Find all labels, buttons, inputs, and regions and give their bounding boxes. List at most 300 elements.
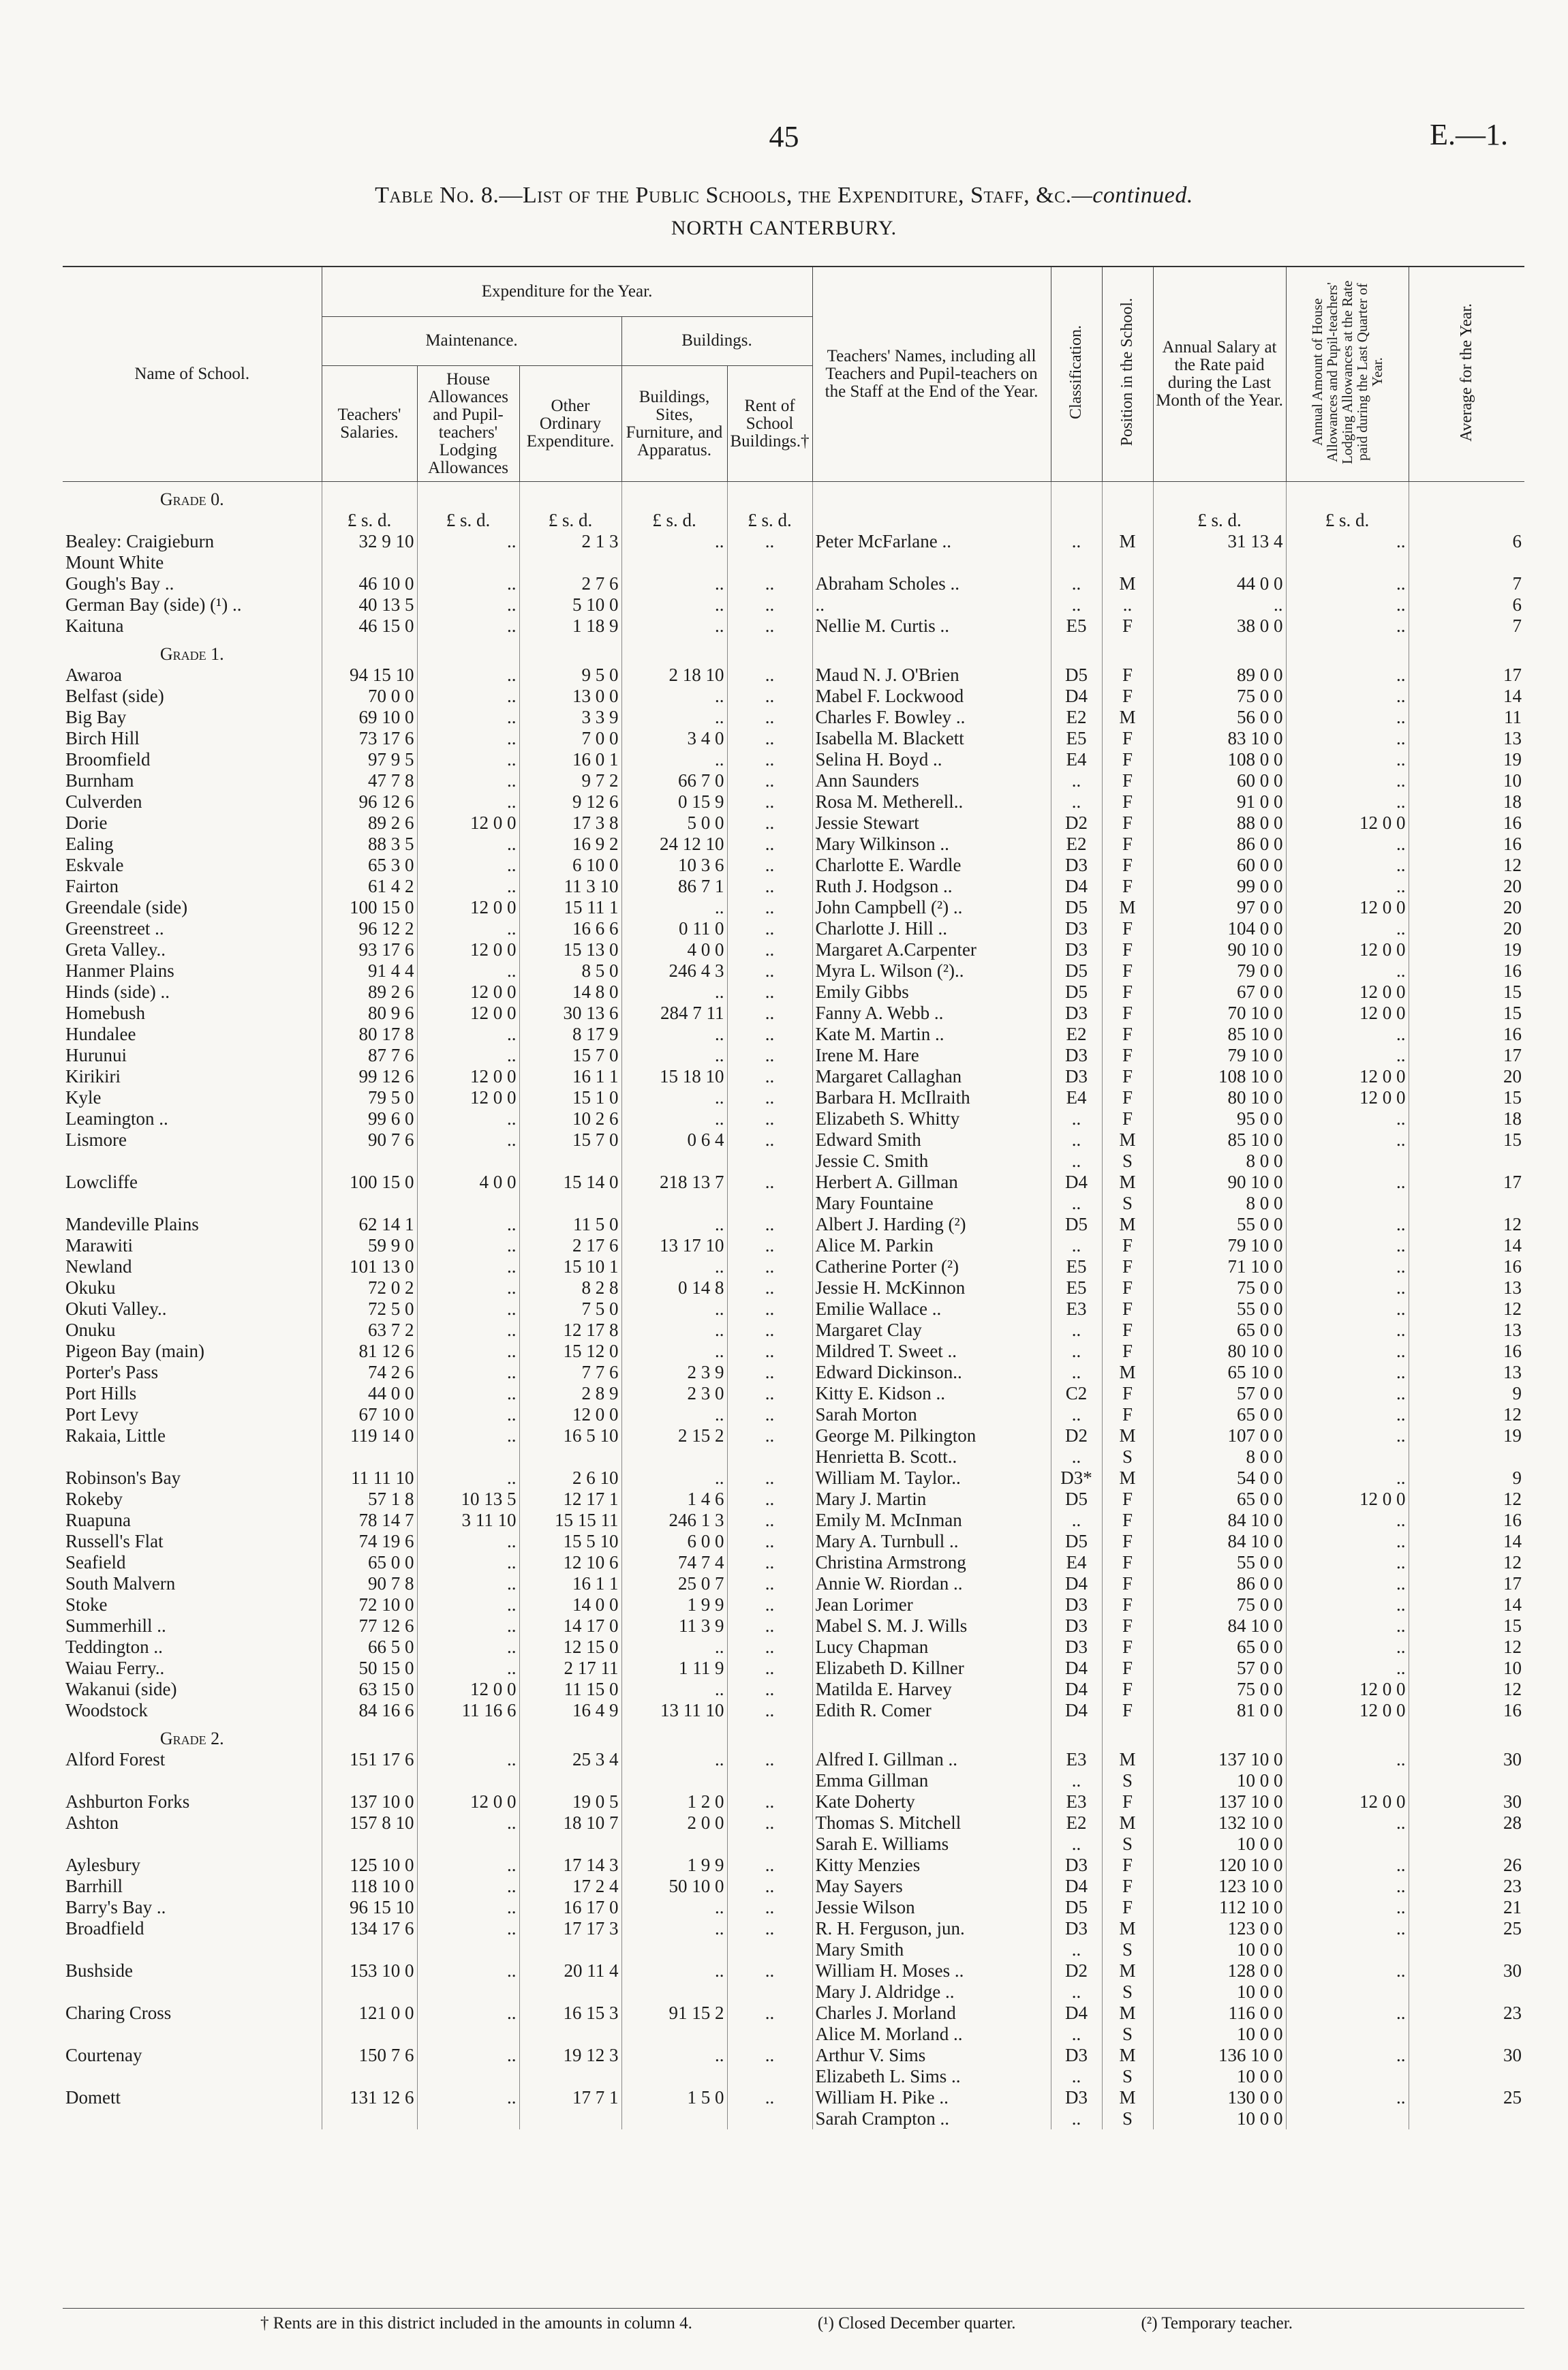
house-allowances: 12 0 0 — [417, 939, 519, 960]
average-attendance: 14 — [1409, 1594, 1524, 1615]
table-row — [63, 1151, 1524, 1172]
rent: .. — [727, 1172, 812, 1193]
teachers-salaries — [322, 552, 417, 573]
other-expenditure: 16 1 1 — [519, 1573, 621, 1594]
annual-allowance: .. — [1286, 1045, 1409, 1066]
annual-salary: 75 0 0 — [1153, 1679, 1286, 1700]
teacher-name: Mary Fountaine — [812, 1193, 1051, 1214]
annual-salary: 90 10 0 — [1153, 939, 1286, 960]
rent: .. — [727, 665, 812, 686]
rent — [727, 1770, 812, 1791]
average-attendance — [1409, 552, 1524, 573]
school-name: Culverden — [65, 791, 142, 812]
buildings-expenditure: 0 15 9 — [621, 791, 727, 812]
rent: .. — [727, 1045, 812, 1066]
school-name: Kirikiri — [65, 1066, 121, 1087]
teacher-name: Emily M. McInman — [812, 1510, 1051, 1531]
position: M — [1102, 2003, 1153, 2024]
annual-salary: 120 10 0 — [1153, 1855, 1286, 1876]
school-name: Port Hills — [65, 1383, 137, 1403]
other-expenditure: 8 2 8 — [519, 1277, 621, 1298]
classification: E3 — [1051, 1298, 1102, 1320]
classification: D5 — [1051, 1531, 1102, 1552]
table-row — [63, 1256, 1524, 1277]
teachers-salaries: 57 1 8 — [322, 1489, 417, 1510]
units-cell: £ s. d. — [322, 510, 417, 531]
other-expenditure: 10 2 6 — [519, 1108, 621, 1129]
average-attendance: 16 — [1409, 1700, 1524, 1721]
classification: E4 — [1051, 1087, 1102, 1108]
header-name-of-school: Name of School. — [63, 267, 322, 482]
empty-cell — [812, 510, 1051, 531]
school-name: Homebush — [65, 1003, 145, 1023]
average-attendance: 14 — [1409, 1235, 1524, 1256]
school-name: South Malvern — [65, 1573, 176, 1594]
rent: .. — [727, 1510, 812, 1531]
table-row — [63, 834, 1524, 855]
school-name: Wakanui (side) — [65, 1679, 177, 1699]
position: F — [1102, 1700, 1153, 1721]
teachers-salaries: 89 2 6 — [322, 812, 417, 834]
rent: .. — [727, 1960, 812, 1981]
average-attendance: 9 — [1409, 1383, 1524, 1404]
annual-salary: 81 0 0 — [1153, 1700, 1286, 1721]
teachers-salaries: 65 3 0 — [322, 855, 417, 876]
classification: E2 — [1051, 1812, 1102, 1834]
other-expenditure: 16 0 1 — [519, 749, 621, 770]
school-name: Leamington .. — [65, 1108, 168, 1129]
rent: .. — [727, 1235, 812, 1256]
other-expenditure: 15 14 0 — [519, 1172, 621, 1193]
average-attendance: 9 — [1409, 1468, 1524, 1489]
classification: D4 — [1051, 1172, 1102, 1193]
school-name: Barry's Bay .. — [65, 1897, 166, 1917]
house-allowances: .. — [417, 1855, 519, 1876]
other-expenditure: 18 10 7 — [519, 1812, 621, 1834]
school-name: Porter's Pass — [65, 1362, 159, 1382]
classification: .. — [1051, 2066, 1102, 2087]
other-expenditure: 12 10 6 — [519, 1552, 621, 1573]
empty-cell — [1051, 637, 1102, 665]
house-allowances: .. — [417, 1637, 519, 1658]
house-allowances: .. — [417, 770, 519, 791]
school-name: Hundalee — [65, 1024, 136, 1044]
annual-allowance: .. — [1286, 1531, 1409, 1552]
teachers-salaries: 72 10 0 — [322, 1594, 417, 1615]
position: F — [1102, 960, 1153, 982]
table-row — [63, 1770, 1524, 1791]
annual-allowance: .. — [1286, 1256, 1409, 1277]
other-expenditure: 15 7 0 — [519, 1129, 621, 1151]
table-row — [63, 982, 1524, 1003]
annual-salary: 128 0 0 — [1153, 1960, 1286, 1981]
district-heading: NORTH CANTERBURY. — [671, 217, 897, 239]
other-expenditure: 2 8 9 — [519, 1383, 621, 1404]
rent: .. — [727, 1256, 812, 1277]
annual-salary: .. — [1153, 594, 1286, 616]
school-name: Ashburton Forks — [65, 1791, 190, 1812]
teacher-name: Kate Doherty — [812, 1791, 1051, 1812]
teachers-salaries: 63 15 0 — [322, 1679, 417, 1700]
position: F — [1102, 1658, 1153, 1679]
table-row — [63, 1341, 1524, 1362]
rent — [727, 1834, 812, 1855]
house-allowances: 12 0 0 — [417, 1679, 519, 1700]
teacher-name: Rosa M. Metherell.. — [812, 791, 1051, 812]
table-row — [63, 1531, 1524, 1552]
teachers-salaries: 90 7 6 — [322, 1129, 417, 1151]
average-attendance: 12 — [1409, 855, 1524, 876]
position: F — [1102, 812, 1153, 834]
teacher-name: Emma Gillman — [812, 1770, 1051, 1791]
annual-allowance: .. — [1286, 1468, 1409, 1489]
buildings-expenditure: 13 17 10 — [621, 1235, 727, 1256]
buildings-expenditure: 1 11 9 — [621, 1658, 727, 1679]
other-expenditure: 9 5 0 — [519, 665, 621, 686]
annual-allowance: .. — [1286, 1637, 1409, 1658]
rent — [727, 552, 812, 573]
table-row — [63, 749, 1524, 770]
other-expenditure: 16 15 3 — [519, 2003, 621, 2024]
classification: D4 — [1051, 1679, 1102, 1700]
school-name — [63, 2108, 322, 2129]
annual-allowance — [1286, 1193, 1409, 1214]
house-allowances: .. — [417, 1812, 519, 1834]
classification: .. — [1051, 1939, 1102, 1960]
annual-salary: 65 10 0 — [1153, 1362, 1286, 1383]
teachers-salaries: 99 6 0 — [322, 1108, 417, 1129]
classification: E5 — [1051, 1256, 1102, 1277]
page-number: 45 — [769, 120, 799, 153]
teachers-salaries: 81 12 6 — [322, 1341, 417, 1362]
table-row — [63, 1573, 1524, 1594]
buildings-expenditure: .. — [621, 573, 727, 594]
house-allowances: 12 0 0 — [417, 1066, 519, 1087]
house-allowances: .. — [417, 855, 519, 876]
position: F — [1102, 1897, 1153, 1918]
position: F — [1102, 665, 1153, 686]
annual-salary: 95 0 0 — [1153, 1108, 1286, 1129]
position — [1102, 552, 1153, 573]
table-title-suffix: —continued. — [1071, 183, 1193, 208]
other-expenditure: 16 1 1 — [519, 1066, 621, 1087]
empty-cell — [1153, 1721, 1286, 1749]
annual-allowance: .. — [1286, 855, 1409, 876]
teacher-name: Lucy Chapman — [812, 1637, 1051, 1658]
teacher-name: Emilie Wallace .. — [812, 1298, 1051, 1320]
other-expenditure: 15 1 0 — [519, 1087, 621, 1108]
position: S — [1102, 1151, 1153, 1172]
header-annual-salary: Annual Salary at the Rate paid during the Last Month of the Year. — [1153, 267, 1286, 482]
annual-allowance: .. — [1286, 1510, 1409, 1531]
school-name: Russell's Flat — [65, 1531, 164, 1551]
annual-salary: 97 0 0 — [1153, 897, 1286, 918]
table-body — [63, 482, 1524, 2130]
other-expenditure: 17 17 3 — [519, 1918, 621, 1939]
other-expenditure: 3 3 9 — [519, 707, 621, 728]
table-row — [63, 1214, 1524, 1235]
teachers-salaries: 77 12 6 — [322, 1615, 417, 1637]
teacher-name: Mabel S. M. J. Wills — [812, 1615, 1051, 1637]
annual-salary: 83 10 0 — [1153, 728, 1286, 749]
average-attendance: 20 — [1409, 876, 1524, 897]
house-allowances: 12 0 0 — [417, 1791, 519, 1812]
rent: .. — [727, 2087, 812, 2108]
table-row — [63, 1679, 1524, 1700]
teacher-name: Alice M. Morland .. — [812, 2024, 1051, 2045]
rent: .. — [727, 1897, 812, 1918]
house-allowances: .. — [417, 876, 519, 897]
annual-salary: 116 0 0 — [1153, 2003, 1286, 2024]
teacher-name: George M. Pilkington — [812, 1425, 1051, 1446]
annual-salary: 107 0 0 — [1153, 1425, 1286, 1446]
rent: .. — [727, 1658, 812, 1679]
average-attendance: 16 — [1409, 960, 1524, 982]
table-row — [63, 918, 1524, 939]
teachers-salaries: 94 15 10 — [322, 665, 417, 686]
annual-salary: 130 0 0 — [1153, 2087, 1286, 2108]
annual-allowance: .. — [1286, 1425, 1409, 1446]
house-allowances — [417, 1981, 519, 2003]
annual-allowance: .. — [1286, 918, 1409, 939]
average-attendance: 12 — [1409, 1214, 1524, 1235]
empty-cell — [727, 637, 812, 665]
rent: .. — [727, 1489, 812, 1510]
table-row — [63, 855, 1524, 876]
other-expenditure: 2 17 11 — [519, 1658, 621, 1679]
teacher-name: Isabella M. Blackett — [812, 728, 1051, 749]
teachers-salaries — [322, 1151, 417, 1172]
average-attendance: 17 — [1409, 665, 1524, 686]
annual-salary: 86 0 0 — [1153, 834, 1286, 855]
school-name: Pigeon Bay (main) — [65, 1341, 204, 1361]
classification: D2 — [1051, 812, 1102, 834]
rent: .. — [727, 1552, 812, 1573]
position: F — [1102, 1341, 1153, 1362]
table-row — [63, 552, 1524, 573]
teacher-name: Margaret Callaghan — [812, 1066, 1051, 1087]
average-attendance: 14 — [1409, 1531, 1524, 1552]
grade-label: Grade 2. — [159, 1729, 224, 1748]
teachers-salaries: 79 5 0 — [322, 1087, 417, 1108]
house-allowances: .. — [417, 1897, 519, 1918]
table-row — [63, 1003, 1524, 1024]
classification: .. — [1051, 1362, 1102, 1383]
position: F — [1102, 939, 1153, 960]
annual-allowance: .. — [1286, 1594, 1409, 1615]
annual-allowance: .. — [1286, 1855, 1409, 1876]
teacher-name: Margaret Clay — [812, 1320, 1051, 1341]
average-attendance: 19 — [1409, 749, 1524, 770]
rent: .. — [727, 2003, 812, 2024]
annual-salary — [1153, 552, 1286, 573]
table-row — [63, 707, 1524, 728]
school-name: Awaroa — [65, 665, 122, 685]
rent: .. — [727, 1383, 812, 1404]
page-header — [0, 0, 1568, 239]
annual-salary: 89 0 0 — [1153, 665, 1286, 686]
average-attendance: 26 — [1409, 1855, 1524, 1876]
average-attendance: 21 — [1409, 1897, 1524, 1918]
annual-salary: 75 0 0 — [1153, 1277, 1286, 1298]
empty-cell — [1286, 637, 1409, 665]
school-name: Ruapuna — [65, 1510, 131, 1530]
average-attendance: 15 — [1409, 1615, 1524, 1637]
house-allowances: 10 13 5 — [417, 1489, 519, 1510]
average-attendance: 6 — [1409, 531, 1524, 552]
grade-row — [63, 637, 1524, 665]
classification: D4 — [1051, 1658, 1102, 1679]
header-average — [1409, 267, 1524, 482]
school-name: Domett — [65, 2087, 121, 2108]
buildings-expenditure: .. — [621, 1404, 727, 1425]
average-attendance: 20 — [1409, 918, 1524, 939]
empty-cell — [519, 637, 621, 665]
rent: .. — [727, 1700, 812, 1721]
annual-allowance: .. — [1286, 1383, 1409, 1404]
units-cell: £ s. d. — [519, 510, 621, 531]
house-allowances: 11 16 6 — [417, 1700, 519, 1721]
rent: .. — [727, 1214, 812, 1235]
house-allowances: .. — [417, 573, 519, 594]
annual-allowance: .. — [1286, 876, 1409, 897]
average-attendance: 10 — [1409, 1658, 1524, 1679]
school-name: Barrhill — [65, 1876, 123, 1896]
annual-allowance: .. — [1286, 665, 1409, 686]
table-row — [63, 665, 1524, 686]
table-title-main: —List of the Public Schools, the Expenditure, Staff, &c. — [499, 183, 1072, 208]
annual-allowance: .. — [1286, 1214, 1409, 1235]
rent: .. — [727, 2045, 812, 2066]
buildings-expenditure — [621, 1446, 727, 1468]
buildings-expenditure: .. — [621, 1679, 727, 1700]
position: F — [1102, 686, 1153, 707]
house-allowances: .. — [417, 960, 519, 982]
teacher-name: Herbert A. Gillman — [812, 1172, 1051, 1193]
annual-salary: 136 10 0 — [1153, 2045, 1286, 2066]
house-allowances: .. — [417, 2087, 519, 2108]
table-row — [63, 1791, 1524, 1812]
empty-cell — [63, 510, 322, 531]
average-attendance: 17 — [1409, 1573, 1524, 1594]
school-name: Mandeville Plains — [65, 1214, 199, 1234]
rent: .. — [727, 1066, 812, 1087]
house-allowances: .. — [417, 1256, 519, 1277]
header-average-label: Average for the Year. — [1457, 303, 1475, 442]
other-expenditure — [519, 1770, 621, 1791]
teacher-name: Edward Dickinson.. — [812, 1362, 1051, 1383]
table-row — [63, 1981, 1524, 2003]
house-allowances: 12 0 0 — [417, 897, 519, 918]
buildings-expenditure: .. — [621, 707, 727, 728]
rent: .. — [727, 1298, 812, 1320]
table-row — [63, 1615, 1524, 1637]
rent: .. — [727, 1277, 812, 1298]
school-name — [63, 1834, 322, 1855]
teacher-name: Peter McFarlane .. — [812, 531, 1051, 552]
house-allowances: .. — [417, 1960, 519, 1981]
empty-cell — [322, 482, 417, 511]
rent — [727, 1446, 812, 1468]
annual-salary: 108 10 0 — [1153, 1066, 1286, 1087]
annual-allowance: .. — [1286, 770, 1409, 791]
rent: .. — [727, 749, 812, 770]
annual-allowance: .. — [1286, 573, 1409, 594]
house-allowances: .. — [417, 1277, 519, 1298]
position: F — [1102, 1637, 1153, 1658]
house-allowances: 12 0 0 — [417, 1003, 519, 1024]
teacher-name: Thomas S. Mitchell — [812, 1812, 1051, 1834]
buildings-expenditure: .. — [621, 1298, 727, 1320]
rent: .. — [727, 939, 812, 960]
annual-allowance: .. — [1286, 728, 1409, 749]
classification: D5 — [1051, 960, 1102, 982]
average-attendance: 20 — [1409, 897, 1524, 918]
buildings-expenditure: 218 13 7 — [621, 1172, 727, 1193]
annual-allowance: .. — [1286, 1897, 1409, 1918]
position: F — [1102, 1298, 1153, 1320]
school-name: Rakaia, Little — [65, 1425, 166, 1446]
teacher-name: William H. Pike .. — [812, 2087, 1051, 2108]
table-row — [63, 1193, 1524, 1214]
average-attendance: 16 — [1409, 1024, 1524, 1045]
header-maintenance: Maintenance. — [322, 316, 621, 365]
position: F — [1102, 1573, 1153, 1594]
other-expenditure: 16 9 2 — [519, 834, 621, 855]
buildings-expenditure: 10 3 6 — [621, 855, 727, 876]
empty-cell — [519, 482, 621, 511]
other-expenditure: 15 15 11 — [519, 1510, 621, 1531]
buildings-expenditure: .. — [621, 1468, 727, 1489]
house-allowances: .. — [417, 2003, 519, 2024]
empty-cell — [621, 1721, 727, 1749]
annual-salary: 10 0 0 — [1153, 1834, 1286, 1855]
teachers-salaries — [322, 1446, 417, 1468]
annual-allowance: .. — [1286, 1749, 1409, 1770]
buildings-expenditure: .. — [621, 749, 727, 770]
rent: .. — [727, 573, 812, 594]
school-name — [63, 2024, 322, 2045]
other-expenditure — [519, 1981, 621, 2003]
position: F — [1102, 1235, 1153, 1256]
teacher-name: Irene M. Hare — [812, 1045, 1051, 1066]
footnote-rents: † Rents are in this district included in the amounts in column 4. — [260, 2314, 692, 2333]
school-name: Robinson's Bay — [65, 1468, 181, 1488]
teacher-name: Kitty Menzies — [812, 1855, 1051, 1876]
annual-salary: 71 10 0 — [1153, 1256, 1286, 1277]
classification: .. — [1051, 573, 1102, 594]
table-row — [63, 1637, 1524, 1658]
position: F — [1102, 1024, 1153, 1045]
school-name: Lowcliffe — [65, 1172, 138, 1192]
position: F — [1102, 1383, 1153, 1404]
rent: .. — [727, 1341, 812, 1362]
annual-salary: 80 10 0 — [1153, 1341, 1286, 1362]
annual-salary: 79 10 0 — [1153, 1235, 1286, 1256]
header-expenditure: Expenditure for the Year. — [322, 267, 812, 316]
rent: .. — [727, 1679, 812, 1700]
house-allowances: .. — [417, 531, 519, 552]
table-row — [63, 686, 1524, 707]
house-allowances: .. — [417, 1918, 519, 1939]
teachers-salaries: 50 15 0 — [322, 1658, 417, 1679]
annual-allowance: 12 0 0 — [1286, 812, 1409, 834]
classification: D4 — [1051, 876, 1102, 897]
table-row — [63, 1939, 1524, 1960]
teachers-salaries — [322, 2066, 417, 2087]
other-expenditure: 30 13 6 — [519, 1003, 621, 1024]
classification: .. — [1051, 791, 1102, 812]
